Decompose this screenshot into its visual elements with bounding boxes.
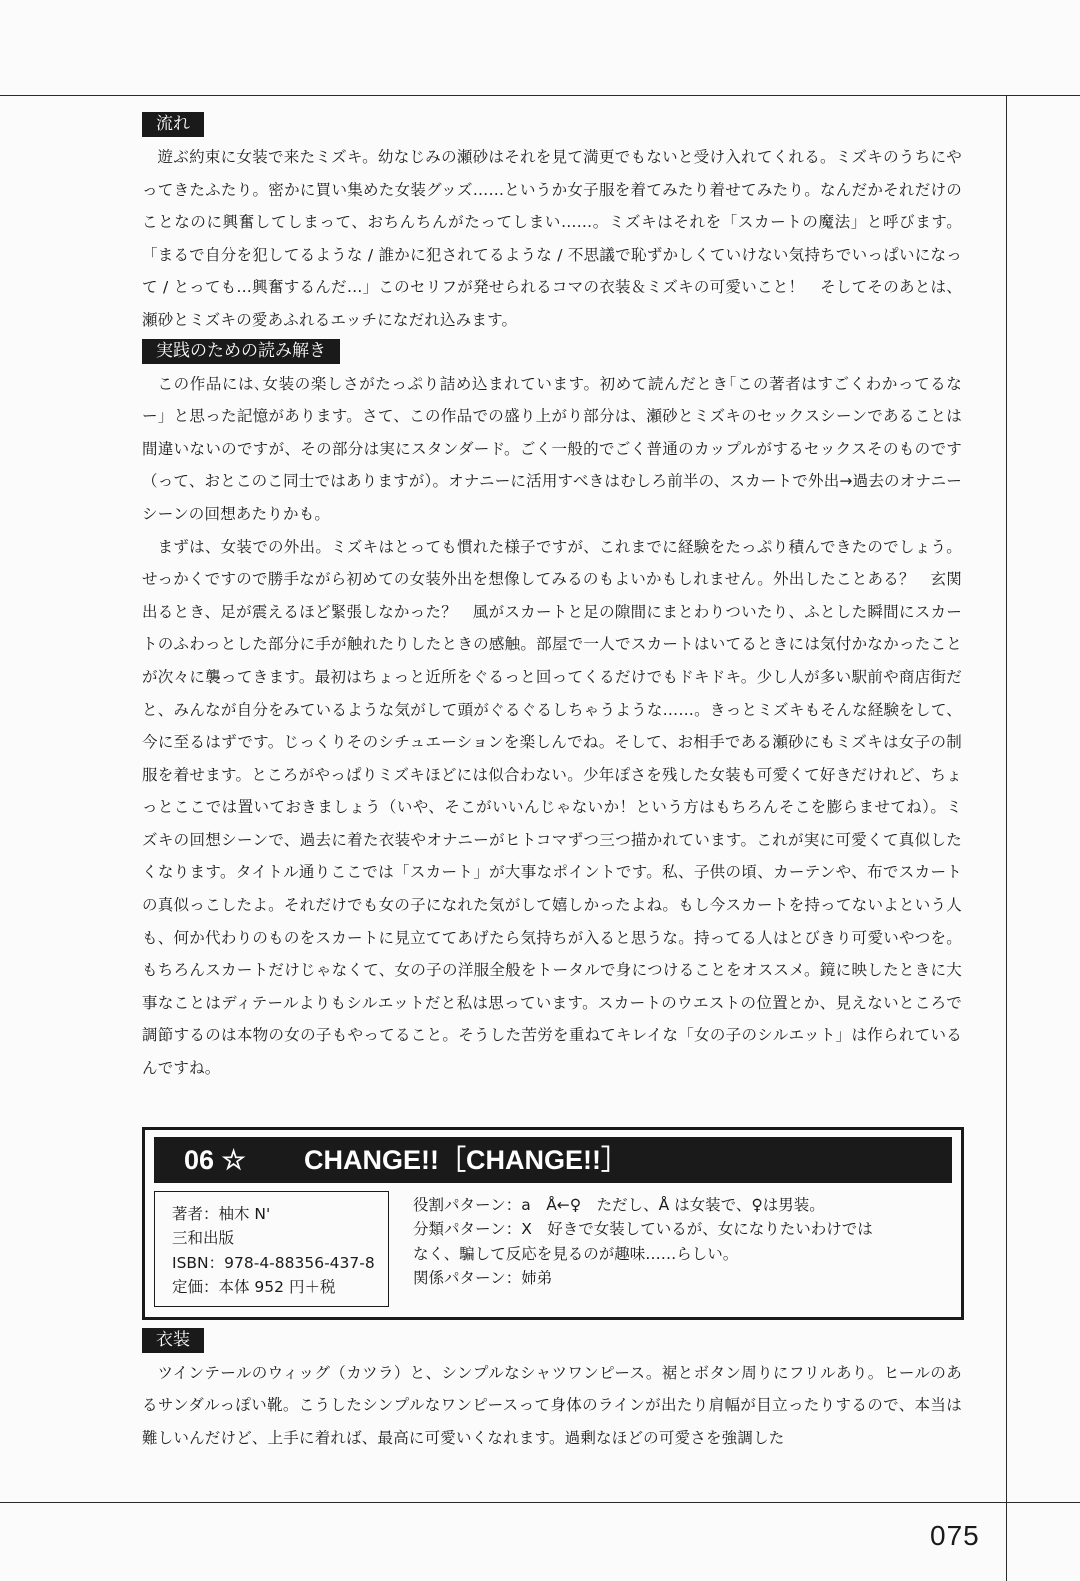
book-author: 著者：柚木 N' xyxy=(172,1204,271,1223)
bottom-rule xyxy=(0,1502,1080,1503)
book-body xyxy=(154,1191,952,1307)
book-publisher: 三和出版 xyxy=(172,1229,235,1248)
book-number: 06 ☆ xyxy=(184,1144,246,1175)
book-isbn: ISBN：978-4-88356-437-8 xyxy=(172,1253,375,1272)
book-publication-info xyxy=(154,1191,389,1307)
costume-paragraph: ツインテールのウィッグ（カツラ）と、シンプルなシャツワンピース。裾とボタン周りにフリルあり。ヒールのあるサンダルっぽい靴。こうしたシンプルなワンピースって身体のラインが出たり肩幅が目立ったりするので、本当は難しいんだけど、上手に着れば、最高に可愛いくなれます。過剰なほどの可愛さを強調した xyxy=(142,1363,962,1447)
top-rule xyxy=(0,95,1080,96)
book-title: CHANGE!!［CHANGE!!］ xyxy=(304,1144,628,1175)
section-tag-practice: 実践のための読み解き xyxy=(142,339,340,364)
section-flow xyxy=(142,112,962,337)
book-info-box xyxy=(142,1127,964,1320)
practice-paragraph-2: まずは、女装での外出。ミズキはとっても慣れた様子ですが、これまでに経験をたっぷり積んできたのでしょう。せっかくですので勝手ながら初めての女装外出を想像してみるのもよいかもしれません。外出したことある？ 玄関出るとき、足が震えるほど緊張しなかった？ 風がスカートと足の隙間にまとわりついたり、ふとした瞬間にスカートのふわっとした部分に手が触れたりしたときの感触。部屋で一人でスカートはいてるときには気付かなかったことが次々に襲ってきます。最初はちょっと近所をぐるっと回ってくるだけでもドキドキ。少し人が多い駅前や商店街だと、みんなが自分をみているような気がして頭がぐるぐるしちゃうような……。きっとミズキもそんな経験をして、今に至るはずです。じっくりそのシチュエーションを楽しんでね。そして、お相手である瀬砂にもミズキは女子の制服を着せます。ところがやっぱりミズキほどには似合わない。少年ぽさを残した女装も可愛くて好きだけれど、ちょっとここでは置いておきましょう（いや、そこがいいんじゃないか！という方はもちろんそこを膨らませてね）。ミズキの回想シーンで、過去に着た衣装やオナニーがヒトコマずつ三つ描かれています。これが実に可愛くて真似したくなります。タイトル通りここでは「スカート」が大事なポイントです。私、子供の頃、カーテンや、布でスカートの真似っこしたよ。それだけでも女の子になれた気がして嬉しかったよね。もし今スカートを持ってないよという人も、何か代わりのものをスカートに見立ててあげたら気持ちが入ると思うな。持ってる人はとびきり可愛いやつを。もちろんスカートだけじゃなくて、女の子の洋服全般をトータルで身につけることをオススメ。鏡に映したときに大事なことはディテールよりもシルエットだと私は思っています。スカートのウエストの位置とか、見えないところで調節するのは本物の女の子もやってること。そうした苦労を重ねてキレイな「女の子のシルエット」は作られているんですね。 xyxy=(142,537,962,1078)
book-title-bar xyxy=(154,1137,952,1183)
book-price: 定価：本体 952 円＋税 xyxy=(172,1278,336,1297)
book-patterns xyxy=(389,1191,873,1307)
role-pattern: 役割パターン：a Å←♀ ただし、Å は女装で、♀は男装。 xyxy=(413,1195,825,1214)
page-content xyxy=(142,112,962,1454)
page-number: 075 xyxy=(930,1520,980,1551)
category-pattern: 分類パターン：X 好きで女装しているが、女になりたいわけでは xyxy=(413,1220,873,1239)
section-tag-flow: 流れ xyxy=(142,112,204,137)
category-pattern-continued: なく、騙して反応を見るのが趣味……らしい。 xyxy=(413,1244,739,1263)
flow-paragraph: 遊ぶ約束に女装で来たミズキ。幼なじみの瀬砂はそれを見て満更でもないと受け入れてくれる。ミズキのうちにやってきたふたり。密かに買い集めた女装グッズ……というか女子服を着てみたり着せてみたり。なんだかそれだけのことなのに興奮してしまって、おちんちんがたってしまい……。ミズキはそれを「スカートの魔法」と呼びます。「まるで自分を犯してるような / 誰かに犯されてるような / 不思議で恥ずかしくていけない気持ちでいっぱいになって / とっても…興奮するんだ…」このセリフが発せられるコマの衣装＆ミズキの可愛いこと！ そしてそのあとは、瀬砂とミズキの愛あふれるエッチになだれ込みます。 xyxy=(142,148,962,329)
section-costume xyxy=(142,1328,962,1455)
right-rule xyxy=(1006,95,1007,1581)
section-practice xyxy=(142,339,962,1085)
practice-paragraph-1: この作品には､女装の楽しさがたっぷり詰め込まれています。初めて読んだとき｢この著者はすごくわかってるなー」と思った記憶があります。さて、この作品での盛り上がり部分は、瀬砂とミズキのセックスシーンであることは間違いないのですが、その部分は実にスタンダード。ごく一般的でごく普通のカップルがするセックスそのものです（って、おとこのこ同士ではありますが）。オナニーに活用すべきはむしろ前半の、スカートで外出→過去のオナニーシーンの回想あたりかも。 xyxy=(142,374,962,523)
relation-pattern: 関係パターン：姉弟 xyxy=(413,1269,553,1288)
section-tag-costume: 衣装 xyxy=(142,1328,204,1353)
